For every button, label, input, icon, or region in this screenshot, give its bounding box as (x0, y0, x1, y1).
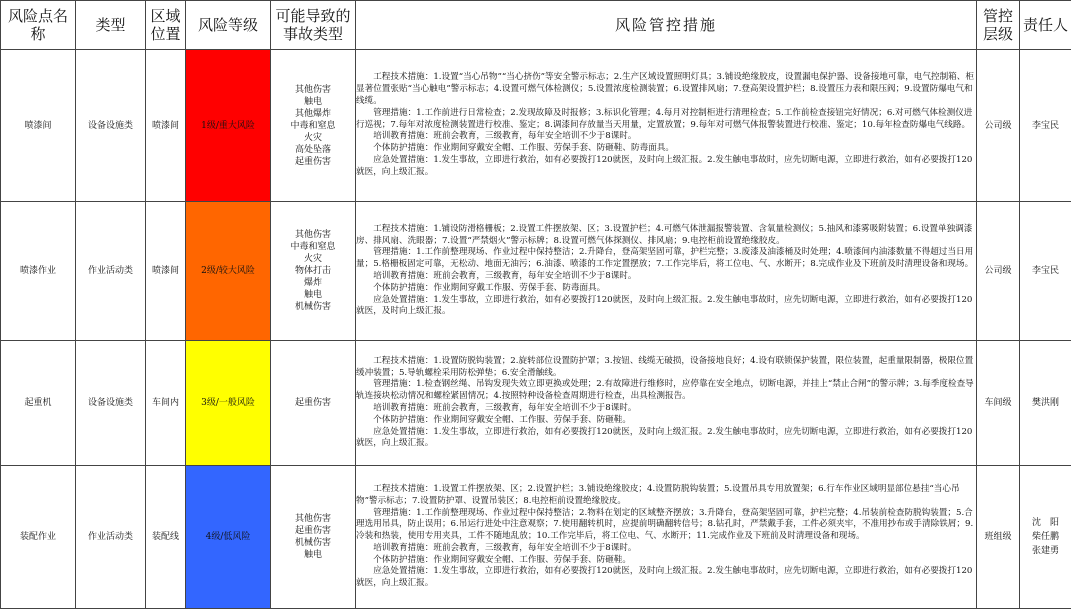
training-measures: 培训教育措施：班前会教育，三级教育，每年安全培训不少于8课时。 (356, 543, 976, 555)
responsible-person (1020, 341, 1071, 466)
hazard-item: 起重伤害 (271, 397, 355, 409)
control-measures (356, 466, 977, 609)
management-measures: 管理措施：1.工作前整理现场、作业过程中保持整洁；2.物料在划定的区域整齐摆放；3.升降台，登高架坚固可靠，护栏完整；4.吊装前检查防脱钩装置；5.合理选用吊具，防止误用；6.吊运行进处中注意观察；7.使用翻转机时，应提前明确翻转信号；8.钻孔时，严禁戴手套，工件必须夹牢，不准用抄布或手清除铁屑；9.冷装和热装，使用专用夹具，工件不随地乱放；10.工作完毕后，将工位电、气、水断开；11.完成作业及下班前及时清理设备和现场。 (356, 508, 976, 543)
header-control-level: 管控层级 (977, 1, 1020, 50)
risk-level-cell (186, 466, 271, 609)
table-row (1, 341, 1071, 466)
risk-type: 设备设施类 (76, 341, 146, 466)
risk-point-name: 喷漆间 (1, 50, 76, 202)
responsible-person (1020, 466, 1071, 609)
hazard-item: 其他伤害 (271, 513, 355, 525)
ppe-measures: 个体防护措施：作业期间穿戴安全帽、工作服、劳保手套、防砸鞋。 (356, 415, 976, 427)
hazard-item: 中毒和窒息 (271, 241, 355, 253)
hazard-item: 起重伤害 (271, 156, 355, 168)
accident-types (271, 50, 356, 202)
ppe-measures: 个体防护措施：作业期间穿戴工作服、劳保手套、防毒面具。 (356, 283, 976, 295)
person-name: 樊洪刚 (1020, 396, 1071, 410)
risk-point-name: 起重机 (1, 341, 76, 466)
accident-types (271, 341, 356, 466)
risk-level-cell (186, 50, 271, 202)
risk-type: 作业活动类 (76, 466, 146, 609)
control-level: 公司级 (977, 202, 1020, 341)
hazard-item: 机械伤害 (271, 537, 355, 549)
ppe-measures: 个体防护措施：作业期间穿戴安全帽、工作服、劳保手套、防砸鞋。 (356, 555, 976, 567)
hazard-item: 其他爆炸 (271, 108, 355, 120)
risk-type: 作业活动类 (76, 202, 146, 341)
header-type: 类型 (76, 1, 146, 50)
management-measures: 管理措施：1.工作前进行日常检查；2.发现故障及时报修；3.标识化管理；4.每月对控制柜进行清理检查；5.工作前检查接钮完好情况；6.对可燃气体检测仪进行巡视；7.每年对浓度检测装置进行校准、鉴定；8.调漆间存放量当天用量，定置放置；9.每年对可燃气体报警装置进行校准、鉴定；10.每年检查防爆电气线路。 (356, 108, 976, 132)
person-name: 张建勇 (1020, 544, 1071, 558)
header-row (1, 1, 1071, 50)
hazard-item: 机械伤害 (271, 301, 355, 313)
management-measures: 管理措施：1.检查钢丝绳、吊钩发现失效立即更换或处理；2.有故障进行维修时，应停靠在安全地点，切断电源，并挂上“禁止合闸”的警示牌；3.每季度检查导轨连接块松动情况和螺栓紧固情况；4.按照特种设备检查周期进行检查，出具检测报告。 (356, 379, 976, 403)
area-location: 喷漆间 (146, 50, 186, 202)
person-name: 李宝民 (1020, 119, 1071, 133)
engineering-measures: 工程技术措施：1.设置“当心吊物”“当心挤伤”等安全警示标志；2.生产区域设置照明灯具；3.铺设绝缘胶皮，设置漏电保护器、设备接地可靠，电气控制箱、柜显著位置张贴“当心触电”警示标志；4.设置可燃气体检测仪；5.设置浓度检测装置；6.设置排风扇；7.登高架设置护栏；8.设置压力表和限压阀；9.设置防爆电气和线缆。 (356, 72, 976, 107)
risk-level-label: 4级/低风险 (186, 531, 270, 543)
management-measures: 管理措施：1.工作前整理现场、作业过程中保持整洁；2.升降台，登高架坚固可靠，护栏完整；3.废漆及油漆桶及时处理；4.喷漆间内油漆数量不得超过当日用量；5.格栅板固定可靠，无松动、地面无油污；6.油漆、喷漆的工作定置摆放；7.工作完毕后，将工位电、气、水断开；8.完成作业及下班前及时清理设备和现场。 (356, 247, 976, 271)
control-measures (356, 202, 977, 341)
risk-point-name: 装配作业 (1, 466, 76, 609)
ppe-measures: 个体防护措施：作业期间穿戴安全帽、工作服、劳保手套、防砸鞋、防毒面具。 (356, 143, 976, 155)
header-risk-point: 风险点名称 (1, 1, 76, 50)
header-control-measures: 风险管控措施 (356, 1, 977, 50)
control-measures (356, 341, 977, 466)
responsible-person (1020, 202, 1071, 341)
hazard-item: 火灾 (271, 253, 355, 265)
area-location: 车间内 (146, 341, 186, 466)
risk-level-cell (186, 202, 271, 341)
engineering-measures: 工程技术措施：1.设置防脱钩装置；2.旋转部位设置防护罩；3.按钮、线缆无破损，设备接地良好；4.设有联锁保护装置，限位装置，起重量限制器，极限位置缓冲装置；5.导轨螺栓采用防松弹垫；6.安全滑触线。 (356, 356, 976, 380)
hazard-item: 其他伤害 (271, 84, 355, 96)
hazard-item: 触电 (271, 96, 355, 108)
emergency-measures: 应急处置措施：1.发生事故，立即进行救治，如有必要拨打120就医，及时向上级汇报。2.发生触电事故时，应先切断电源，立即进行救治，如有必要拨打120就医，及时向上级汇报。 (356, 295, 976, 319)
person-name: 沈 阳 (1020, 516, 1071, 530)
hazard-item: 其他伤害 (271, 229, 355, 241)
risk-point-name: 喷漆作业 (1, 202, 76, 341)
person-name: 柴任鹏 (1020, 530, 1071, 544)
person-name: 李宝民 (1020, 264, 1071, 278)
header-accident-type: 可能导致的事故类型 (271, 1, 356, 50)
area-location: 装配线 (146, 466, 186, 609)
control-level: 班组级 (977, 466, 1020, 609)
control-level: 车间级 (977, 341, 1020, 466)
risk-level-cell (186, 341, 271, 466)
emergency-measures: 应急处置措施：1.发生事故，立即进行救治，如有必要拨打120就医，及时向上级汇报。2.发生触电事故时，应先切断电源，立即进行救治，如有必要拨打120就医，向上级汇报。 (356, 155, 976, 179)
accident-types (271, 466, 356, 609)
risk-type: 设备设施类 (76, 50, 146, 202)
emergency-measures: 应急处置措施：1.发生事故，立即进行救治，如有必要拨打120就医，及时向上级汇报。2.发生触电事故时，应先切断电源，立即进行救治，如有必要拨打120就医，向上级汇报。 (356, 566, 976, 590)
hazard-item: 高处坠落 (271, 144, 355, 156)
training-measures: 培训教育措施：班前会教育，三级教育，每年安全培训不少于8课时。 (356, 131, 976, 143)
accident-types (271, 202, 356, 341)
control-level: 公司级 (977, 50, 1020, 202)
hazard-item: 爆炸 (271, 277, 355, 289)
hazard-item: 触电 (271, 549, 355, 561)
engineering-measures: 工程技术措施：1.铺设防滑格栅板；2.设置工件摆放架、区；3.设置护栏；4.可燃气体泄漏报警装置、含氧量检测仪；5.抽风和漆雾吸附装置；6.设置单独调漆房、排风扇、洗眼器；7.设置“严禁烟火”警示标牌；8.设置可燃气体探测仪、排风扇；9.电控柜前设置绝缘胶皮。 (356, 224, 976, 248)
training-measures: 培训教育措施：班前会教育，三级教育，每年安全培训不少于8课时。 (356, 271, 976, 283)
table-row (1, 50, 1071, 202)
responsible-person (1020, 50, 1071, 202)
hazard-item: 火灾 (271, 132, 355, 144)
table-row (1, 202, 1071, 341)
risk-level-label: 1级/重大风险 (186, 120, 270, 132)
header-area: 区域位置 (146, 1, 186, 50)
header-level: 风险等级 (186, 1, 271, 50)
header-responsible: 责任人 (1020, 1, 1071, 50)
table-row (1, 466, 1071, 609)
hazard-item: 物体打击 (271, 265, 355, 277)
emergency-measures: 应急处置措施：1.发生事故，立即进行救治，如有必要拨打120就医，及时向上级汇报。2.发生触电事故时，应先切断电源，立即进行救治，如有必要拨打120就医，向上级汇报。 (356, 427, 976, 451)
engineering-measures: 工程技术措施：1.设置工件摆放架、区；2.设置护栏；3.铺设绝缘胶皮；4.设置防脱钩装置；5.设置吊具专用放置架；6.行车作业区域明显部位悬挂“当心吊物”警示标志；7.设置防护罩、设置吊装区；8.电控柜前设置绝缘胶皮。 (356, 484, 976, 508)
risk-level-label: 2级/较大风险 (186, 265, 270, 277)
risk-level-label: 3级/一般风险 (186, 397, 270, 409)
training-measures: 培训教育措施：班前会教育，三级教育，每年安全培训不少于8课时。 (356, 403, 976, 415)
hazard-item: 起重伤害 (271, 525, 355, 537)
hazard-item: 中毒和窒息 (271, 120, 355, 132)
hazard-item: 触电 (271, 289, 355, 301)
control-measures (356, 50, 977, 202)
area-location: 喷漆间 (146, 202, 186, 341)
